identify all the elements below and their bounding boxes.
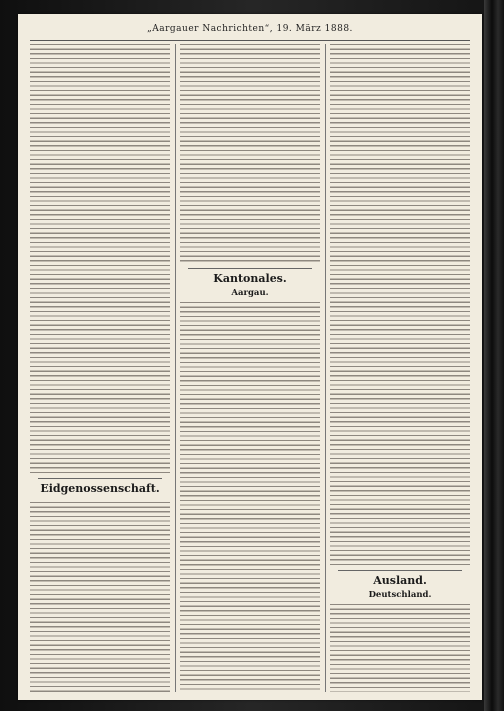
column-right <box>330 44 470 692</box>
book-spine <box>484 0 504 711</box>
running-header: „Aargauer Nachrichten“, 19. März 1888. <box>147 24 353 34</box>
section-rule <box>188 268 312 269</box>
article-text <box>30 44 170 474</box>
section-rule <box>38 478 162 479</box>
column-divider <box>175 44 176 692</box>
article-text <box>330 44 470 566</box>
article-text <box>180 302 320 692</box>
section-heading-kantonales: Kantonales. <box>180 272 320 288</box>
column-middle <box>180 44 320 692</box>
newspaper-page <box>18 14 482 700</box>
article-text <box>330 604 470 692</box>
subheading-aargau: Aargau. <box>180 288 320 300</box>
subheading-deutschland: Deutschland. <box>330 590 470 602</box>
column-left <box>30 44 170 692</box>
article-text <box>30 502 170 692</box>
section-rule <box>338 570 462 571</box>
article-text <box>180 44 320 264</box>
section-heading-ausland: Ausland. <box>330 574 470 590</box>
section-heading-eidgenossenschaft: Eidgenossenschaft. <box>30 482 170 498</box>
page-header <box>30 20 470 41</box>
column-divider <box>325 44 326 692</box>
